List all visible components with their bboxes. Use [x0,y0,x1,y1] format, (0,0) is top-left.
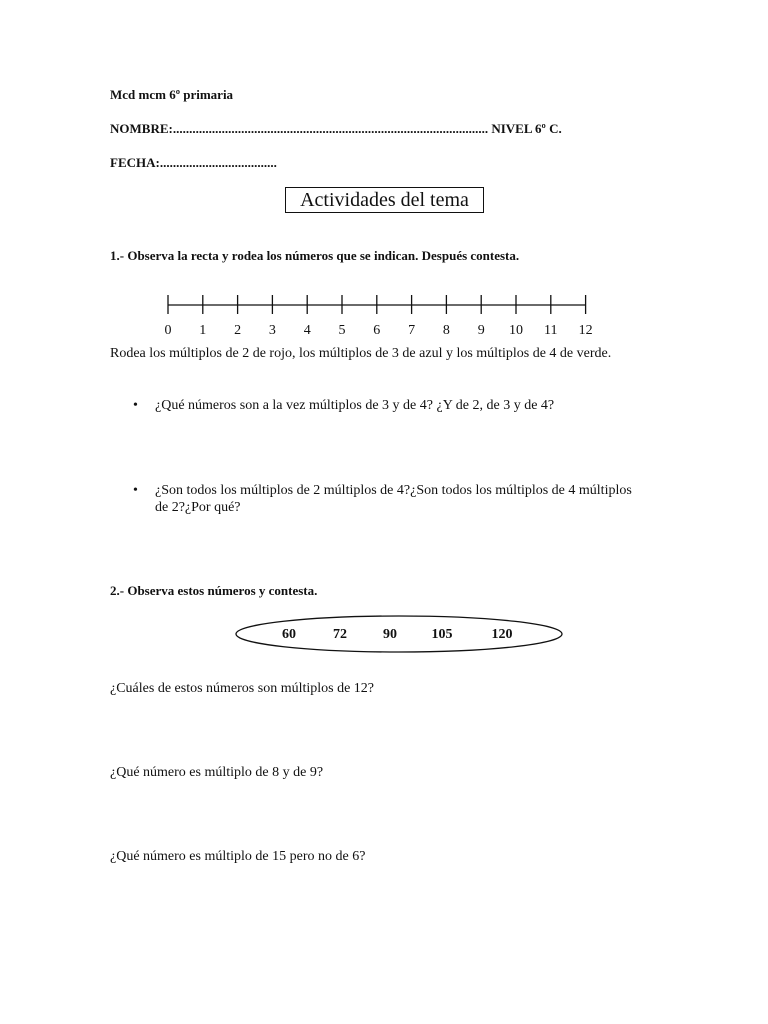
date-line: FECHA:.................................... [110,155,277,170]
number-line [150,290,610,342]
exercise2-heading: 2.- Observa estos números y contesta. [110,583,318,598]
number-line-label: 6 [373,323,381,338]
oval-number: 60 [282,627,296,642]
page-title: Actividades del tema [285,187,484,213]
number-line-label: 1 [199,323,207,338]
oval-number: 72 [333,627,347,642]
numbers-oval [232,612,567,656]
number-line-label: 3 [268,323,276,338]
number-line-label: 9 [477,323,485,338]
exercise2-question-1: ¿Cuáles de estos números son múltiplos de 12? [110,681,375,696]
number-line-label: 7 [408,323,416,338]
oval-number: 90 [383,627,397,642]
exercise1-heading: 1.- Observa la recta y rodea los números que se indican. Después contesta. [110,248,520,263]
number-line-label: 10 [509,323,523,338]
exercise1-question-2: ¿Son todos los múltiplos de 2 múltiplos de 4?¿Son todos los múltiplos de 4 múltiplos de 2?¿Por qué? [155,483,632,515]
worksheet-subject: Mcd mcm 6º primaria [110,87,234,102]
number-line-label: 4 [303,323,311,338]
exercise2-question-3: ¿Qué número es múltiplo de 15 pero no de 6? [110,849,366,864]
name-level-line: NOMBRE:................................................................................................. NIVEL 6º C. [110,121,562,136]
bullet-1-marker: • [133,398,138,413]
number-line-label: 5 [338,323,346,338]
number-line-label: 12 [578,323,593,338]
exercise1-instruction: Rodea los múltiplos de 2 de rojo, los múltiplos de 3 de azul y los múltiplos de 4 de verde. [110,346,612,361]
number-line-label: 11 [544,323,558,338]
bullet-2-marker: • [133,483,138,498]
oval-number: 105 [431,627,453,642]
exercise2-question-2: ¿Qué número es múltiplo de 8 y de 9? [110,765,324,780]
number-line-label: 8 [442,323,450,338]
number-line-label: 0 [164,323,172,338]
exercise1-question-1: ¿Qué números son a la vez múltiplos de 3 y de 4? ¿Y de 2, de 3 y de 4? [155,398,555,413]
number-line-label: 2 [234,323,242,338]
oval-number: 120 [491,627,513,642]
